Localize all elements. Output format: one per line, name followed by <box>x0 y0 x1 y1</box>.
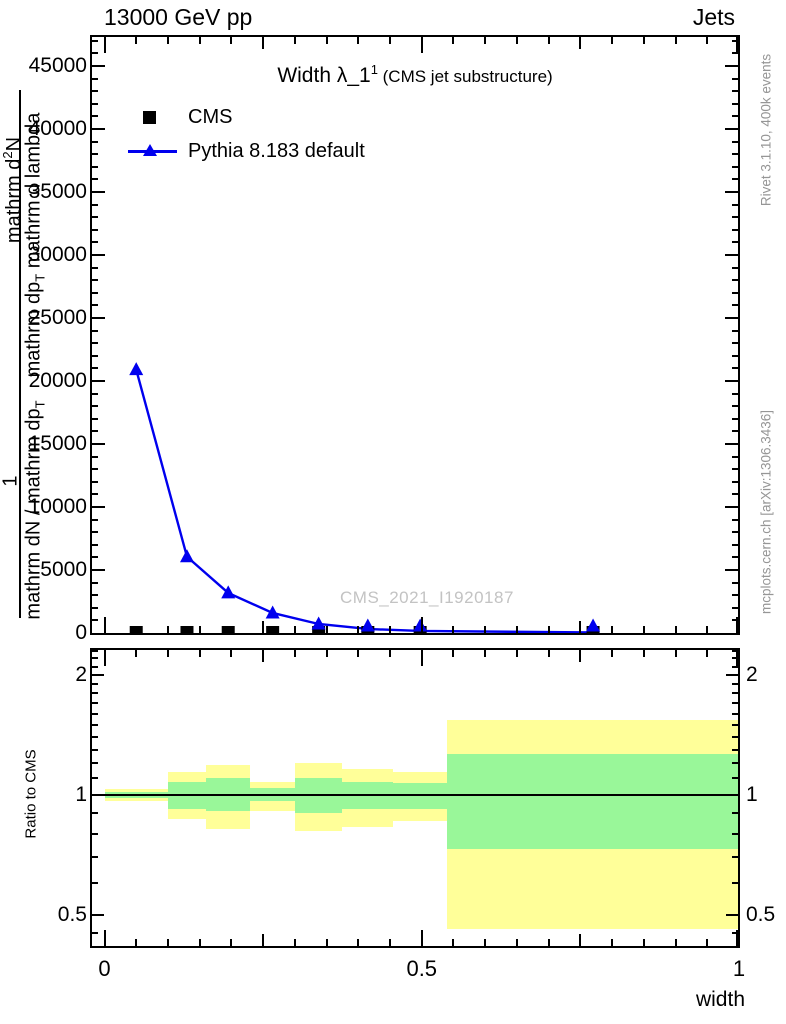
axis-tick <box>732 468 738 470</box>
axis-tick <box>732 713 738 715</box>
analysis-group-label: Jets <box>692 4 735 30</box>
axis-tick <box>732 619 738 621</box>
axis-tick <box>516 650 518 657</box>
axis-tick <box>732 304 738 306</box>
y-axis-tick-label: 20000 <box>28 369 87 392</box>
axis-tick <box>732 52 738 54</box>
axis-tick <box>643 650 645 657</box>
axis-tick <box>92 519 98 521</box>
axis-tick <box>92 430 98 432</box>
axis-tick <box>92 882 98 884</box>
axis-tick <box>732 749 738 751</box>
title-suffix: (CMS jet substructure) <box>377 67 553 86</box>
y-axis-label-segment: 2 <box>0 151 16 159</box>
axis-tick <box>732 279 738 281</box>
axis-tick <box>732 115 738 117</box>
axis-tick <box>579 37 581 49</box>
axis-tick <box>167 626 169 633</box>
beam-energy-label: 13000 GeV pp <box>104 4 253 30</box>
axis-tick <box>92 914 104 916</box>
axis-tick <box>421 37 423 53</box>
axis-tick <box>421 650 423 666</box>
axis-tick <box>92 506 105 508</box>
axis-tick <box>484 37 486 44</box>
axis-tick <box>643 626 645 633</box>
pythia-triangle-marker <box>129 362 143 375</box>
axis-tick <box>92 674 104 676</box>
axis-tick <box>548 650 550 657</box>
axis-tick <box>725 128 738 130</box>
legend-cms-label: CMS <box>188 106 233 128</box>
axis-tick <box>706 939 708 946</box>
axis-tick <box>92 355 98 357</box>
legend-pythia-label: Pythia 8.183 default <box>188 140 365 162</box>
axis-tick <box>294 626 296 633</box>
axis-tick <box>675 650 677 657</box>
rivet-version-note: Rivet 3.1.10, 400k events <box>758 53 774 207</box>
main-plot-frame <box>90 35 740 635</box>
axis-tick <box>516 939 518 946</box>
title-text: Width λ_1 <box>277 64 371 87</box>
axis-tick <box>92 254 105 256</box>
axis-tick <box>92 52 98 54</box>
axis-tick <box>92 619 98 621</box>
watermark: CMS_2021_I1920187 <box>340 588 514 607</box>
axis-tick <box>452 37 454 44</box>
axis-tick <box>92 166 98 168</box>
axis-tick <box>92 279 98 281</box>
y-axis-tick-label: 5000 <box>40 558 87 581</box>
cms-data-marker <box>180 626 193 633</box>
x-axis-label: width <box>695 988 745 1011</box>
axis-tick <box>92 657 98 659</box>
axis-tick <box>516 37 518 44</box>
axis-tick <box>579 934 581 946</box>
axis-tick <box>611 650 613 657</box>
axis-tick <box>92 65 105 67</box>
axis-tick <box>92 153 98 155</box>
axis-tick <box>675 939 677 946</box>
axis-tick <box>732 812 738 814</box>
axis-tick <box>92 650 98 652</box>
axis-tick <box>675 626 677 633</box>
ratio-tick-label-left: 1 <box>75 783 87 806</box>
axis-tick <box>199 650 201 657</box>
axis-tick <box>732 762 738 764</box>
axis-tick <box>732 103 738 105</box>
axis-tick <box>92 405 98 407</box>
axis-tick <box>92 481 98 483</box>
y-axis-label-segment: mathrm d <box>2 158 25 244</box>
axis-tick <box>732 531 738 533</box>
axis-tick <box>92 702 98 704</box>
axis-tick <box>725 65 738 67</box>
y-axis-label-segment: mathrm dN / mathrm dp <box>22 408 45 620</box>
axis-tick <box>725 506 738 508</box>
axis-tick <box>92 229 98 231</box>
y-axis-tick-label: 40000 <box>28 117 87 140</box>
axis-tick <box>92 367 98 369</box>
axis-tick <box>294 939 296 946</box>
axis-tick <box>357 626 359 633</box>
axis-tick <box>732 355 738 357</box>
axis-tick <box>92 304 98 306</box>
axis-tick <box>92 468 98 470</box>
axis-tick <box>732 650 738 652</box>
axis-tick <box>732 544 738 546</box>
axis-tick <box>732 777 738 779</box>
axis-tick <box>732 204 738 206</box>
axis-tick <box>92 544 98 546</box>
pythia-line <box>136 370 593 633</box>
axis-tick <box>706 37 708 44</box>
axis-tick <box>675 37 677 44</box>
axis-tick <box>732 882 738 884</box>
axis-tick <box>92 78 98 80</box>
axis-tick <box>167 939 169 946</box>
axis-tick <box>92 128 105 130</box>
y-axis-tick-label: 15000 <box>28 432 87 455</box>
axis-tick <box>732 556 738 558</box>
axis-tick <box>104 617 106 633</box>
axis-tick <box>452 626 454 633</box>
axis-tick <box>326 650 328 657</box>
axis-tick <box>92 330 98 332</box>
axis-tick <box>92 393 98 395</box>
ratio-tick-label-right: 1 <box>746 783 758 806</box>
y-axis-tick-label: 45000 <box>28 54 87 77</box>
axis-tick <box>262 650 264 662</box>
axis-tick <box>92 777 98 779</box>
axis-tick <box>732 481 738 483</box>
y-axis-tick-label: 0 <box>75 621 87 644</box>
axis-tick <box>732 666 738 668</box>
axis-tick <box>199 626 201 633</box>
axis-tick <box>92 317 105 319</box>
axis-tick <box>92 569 105 571</box>
axis-tick <box>199 37 201 44</box>
ratio-plot-frame <box>90 648 740 948</box>
axis-tick <box>611 37 613 44</box>
axis-tick <box>732 166 738 168</box>
ratio-band-green <box>393 783 447 809</box>
axis-tick <box>732 932 738 934</box>
axis-tick <box>548 939 550 946</box>
axis-tick <box>732 229 738 231</box>
axis-tick <box>579 621 581 633</box>
axis-tick <box>262 621 264 633</box>
axis-tick <box>92 932 98 934</box>
axis-tick <box>135 650 137 657</box>
axis-tick <box>725 317 738 319</box>
axis-tick <box>357 650 359 657</box>
axis-tick <box>706 650 708 657</box>
ratio-axis-label: Ratio to CMS <box>22 749 40 839</box>
axis-tick <box>725 254 738 256</box>
axis-tick <box>167 650 169 657</box>
axis-tick <box>92 713 98 715</box>
ratio-tick-label-right: 0.5 <box>746 903 776 927</box>
axis-tick <box>92 141 98 143</box>
axis-tick <box>92 794 104 796</box>
axis-tick <box>452 939 454 946</box>
axis-tick <box>732 456 738 458</box>
axis-tick <box>262 37 264 49</box>
axis-tick <box>92 531 98 533</box>
axis-tick <box>230 939 232 946</box>
cms-data-marker <box>266 626 279 633</box>
y-axis-label-segment: N <box>2 136 25 152</box>
axis-tick <box>732 657 738 659</box>
axis-tick <box>92 812 98 814</box>
y-axis-label-segment: mathrm d lambda <box>22 112 45 274</box>
axis-tick <box>294 37 296 44</box>
axis-tick <box>92 380 105 382</box>
axis-tick <box>732 582 738 584</box>
axis-tick <box>92 40 98 42</box>
axis-tick <box>92 216 98 218</box>
axis-tick <box>725 380 738 382</box>
axis-tick <box>326 626 328 633</box>
axis-tick <box>357 939 359 946</box>
axis-tick <box>732 393 738 395</box>
axis-tick <box>92 292 98 294</box>
y-axis-label-segment: T <box>32 400 48 409</box>
axis-tick <box>732 692 738 694</box>
axis-tick <box>92 582 98 584</box>
axis-tick <box>92 418 98 420</box>
y-axis-tick-label: 35000 <box>28 180 87 203</box>
axis-tick <box>452 650 454 657</box>
axis-tick <box>92 191 105 193</box>
axis-tick <box>643 939 645 946</box>
axis-tick <box>262 934 264 946</box>
axis-tick <box>732 90 738 92</box>
axis-tick <box>389 626 391 633</box>
axis-tick <box>643 37 645 44</box>
axis-tick <box>732 78 738 80</box>
axis-tick <box>92 204 98 206</box>
x-axis-tick-label: 0 <box>98 956 111 981</box>
axis-tick <box>732 430 738 432</box>
axis-tick <box>294 650 296 657</box>
ratio-band-green <box>447 754 738 850</box>
axis-tick <box>732 594 738 596</box>
axis-tick <box>92 666 98 668</box>
axis-tick <box>725 191 738 193</box>
axis-tick <box>199 939 201 946</box>
axis-tick <box>732 216 738 218</box>
axis-tick <box>92 556 98 558</box>
ratio-tick-label-right: 2 <box>746 662 758 686</box>
axis-tick <box>135 626 137 633</box>
axis-tick <box>92 749 98 751</box>
title-superscript: 1 <box>370 62 378 77</box>
axis-tick <box>732 736 738 738</box>
axis-tick <box>732 267 738 269</box>
axis-tick <box>732 330 738 332</box>
axis-tick <box>706 626 708 633</box>
axis-tick <box>726 794 738 796</box>
axis-tick <box>548 37 550 44</box>
axis-tick <box>732 342 738 344</box>
main-chart-canvas <box>92 37 738 633</box>
y-axis-label-segment: mathrm dp <box>22 281 45 378</box>
axis-tick <box>421 617 423 633</box>
axis-tick <box>92 443 105 445</box>
axis-tick <box>92 594 98 596</box>
axis-tick <box>484 626 486 633</box>
axis-tick <box>230 650 232 657</box>
axis-tick <box>732 493 738 495</box>
axis-tick <box>389 650 391 657</box>
axis-tick <box>104 930 106 946</box>
axis-tick <box>732 418 738 420</box>
axis-tick <box>484 939 486 946</box>
axis-tick <box>725 443 738 445</box>
axis-tick <box>92 692 98 694</box>
axis-tick <box>92 683 98 685</box>
axis-tick <box>92 856 98 858</box>
axis-tick <box>732 833 738 835</box>
axis-tick <box>326 37 328 44</box>
axis-tick <box>732 607 738 609</box>
axis-tick <box>135 939 137 946</box>
axis-tick <box>732 724 738 726</box>
axis-tick <box>732 40 738 42</box>
axis-tick <box>732 405 738 407</box>
axis-tick <box>389 37 391 44</box>
axis-tick <box>92 724 98 726</box>
axis-tick <box>725 569 738 571</box>
x-axis-tick-label: 1 <box>732 956 746 981</box>
axis-tick <box>611 939 613 946</box>
axis-tick <box>732 519 738 521</box>
axis-tick <box>357 37 359 44</box>
y-axis-tick-label: 10000 <box>28 495 87 518</box>
y-axis-label-segment: T <box>32 273 48 282</box>
axis-tick <box>92 178 98 180</box>
y-axis-tick-label: 30000 <box>28 243 87 266</box>
axis-tick <box>732 367 738 369</box>
axis-tick <box>92 493 98 495</box>
x-axis-tick-label: 0.5 <box>406 956 438 981</box>
pythia-triangle-marker <box>586 619 600 632</box>
axis-tick <box>92 736 98 738</box>
pythia-triangle-marker <box>180 549 194 562</box>
axis-tick <box>579 650 581 662</box>
axis-tick <box>92 762 98 764</box>
axis-tick <box>732 141 738 143</box>
axis-tick <box>726 674 738 676</box>
axis-tick <box>92 90 98 92</box>
axis-tick <box>92 241 98 243</box>
axis-tick <box>92 456 98 458</box>
axis-tick <box>230 626 232 633</box>
ratio-unity-line <box>92 794 738 796</box>
axis-tick <box>167 37 169 44</box>
axis-tick <box>92 607 98 609</box>
axis-tick <box>611 626 613 633</box>
axis-tick <box>92 833 98 835</box>
axis-tick <box>548 626 550 633</box>
axis-tick <box>732 702 738 704</box>
axis-tick <box>92 115 98 117</box>
y-axis-label-prefix-one: 1 <box>0 475 22 487</box>
y-axis-tick-label: 25000 <box>28 306 87 329</box>
axis-tick <box>135 37 137 44</box>
axis-tick <box>326 939 328 946</box>
axis-tick <box>230 37 232 44</box>
axis-tick <box>92 103 98 105</box>
axis-tick <box>104 37 106 53</box>
axis-tick <box>484 650 486 657</box>
axis-tick <box>732 178 738 180</box>
axis-tick <box>92 267 98 269</box>
axis-tick <box>732 856 738 858</box>
axis-tick <box>732 153 738 155</box>
mcplots-arxiv-note: mcplots.cern.ch [arXiv:1306.3436] <box>758 409 774 615</box>
ratio-tick-label-left: 0.5 <box>57 903 87 927</box>
ratio-tick-label-left: 2 <box>75 662 87 686</box>
pythia-triangle-marker <box>361 619 375 632</box>
axis-tick <box>104 650 106 666</box>
axis-tick <box>732 292 738 294</box>
axis-tick <box>516 626 518 633</box>
cms-data-marker <box>222 626 235 633</box>
axis-tick <box>732 241 738 243</box>
axis-tick <box>92 342 98 344</box>
axis-tick <box>732 683 738 685</box>
axis-tick <box>389 939 391 946</box>
axis-tick <box>726 914 738 916</box>
axis-tick <box>421 930 423 946</box>
